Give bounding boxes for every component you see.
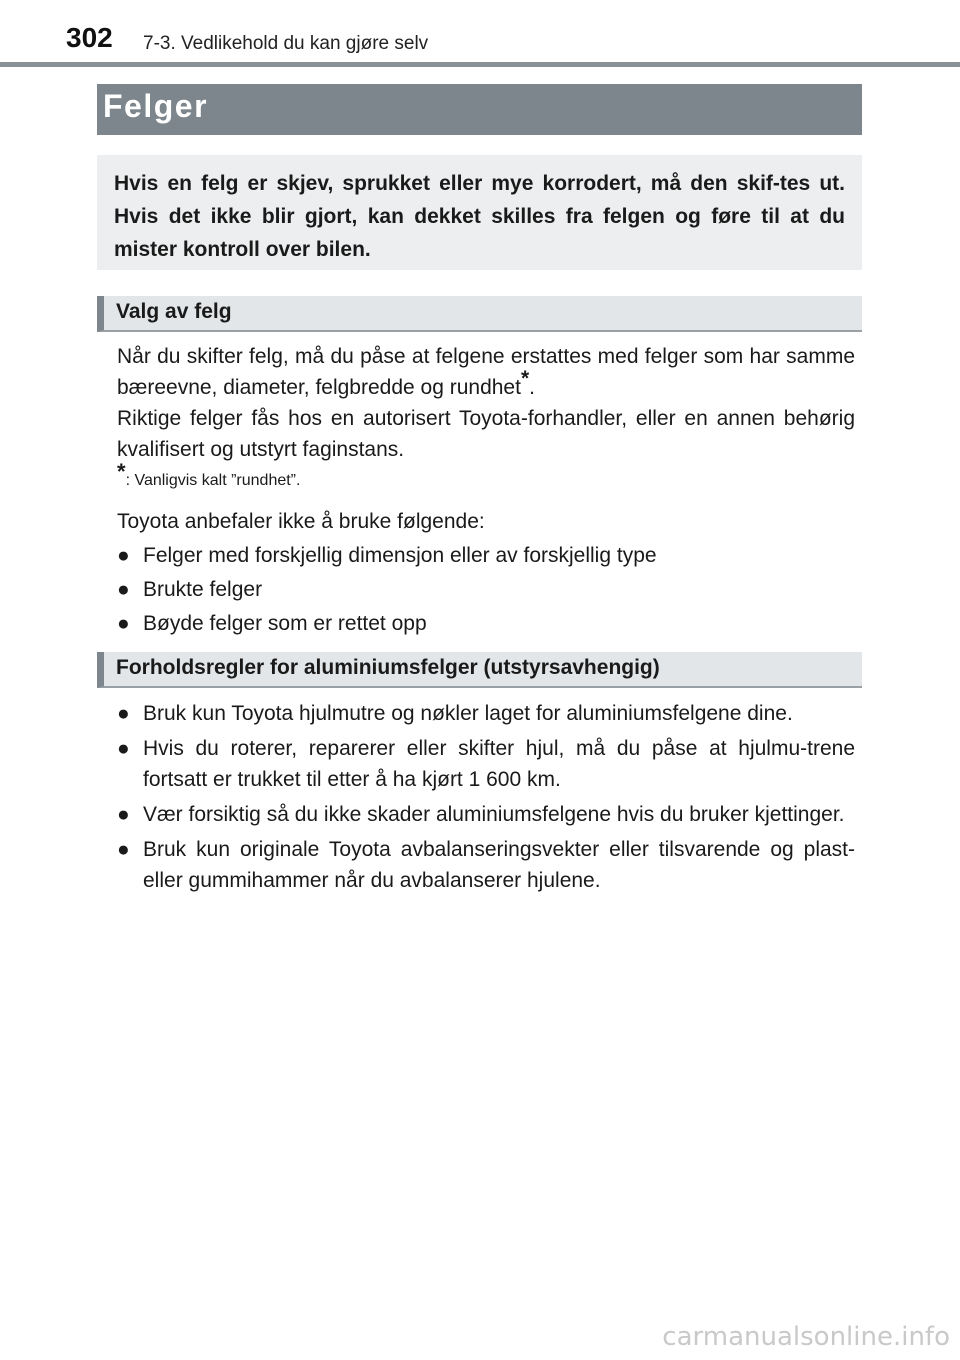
list-item-text: Bruk kun originale Toyota avbalanseringsvekter eller tilsvarende og plast- eller gummihammer når du avbalanserer hjulene. — [143, 838, 855, 892]
list-item-text: Bøyde felger som er rettet opp — [143, 612, 427, 635]
bullet-icon: ● — [117, 612, 130, 635]
section-heading-aluminium — [97, 652, 862, 688]
watermark: carmanualsonline.info — [662, 1322, 950, 1352]
section1-body — [117, 341, 855, 639]
bullet-icon: ● — [117, 702, 130, 725]
warning-box — [97, 155, 862, 270]
footnote-text: : Vanligvis kalt ”rundhet”. — [125, 472, 301, 489]
recommendation-intro: Toyota anbefaler ikke å bruke følgende: — [117, 510, 485, 533]
section-heading-valg-av-felg — [97, 296, 862, 332]
section2-body — [117, 698, 855, 896]
list-item-text: Vær forsiktig så du ikke skader aluminiumsfelgene hvis du bruker kjettinger. — [143, 803, 845, 826]
bullet-icon: ● — [117, 838, 130, 861]
section-heading-text: Forholdsregler for aluminiumsfelger (utstyrsavhengig) — [116, 656, 660, 679]
footnote-asterisk: * — [520, 367, 530, 390]
list-item-text: Bruk kun Toyota hjulmutre og nøkler laget for aluminiumsfelgene dine. — [143, 702, 793, 725]
footnote — [117, 459, 855, 493]
list-item — [117, 799, 855, 830]
bullet-icon: ● — [117, 737, 130, 760]
list-item-text: Brukte felger — [143, 578, 263, 601]
page-number: 302 — [66, 22, 113, 53]
warning-text: Hvis en felg er skjev, sprukket eller mye korrodert, må den skif-tes ut. Hvis det ikke blir gjort, kan dekket skilles fra felgen og føre til at du mister kontroll over bilen. — [114, 172, 845, 261]
list-item — [117, 574, 855, 605]
page-header — [0, 0, 960, 62]
list-item — [117, 698, 855, 729]
dealer-paragraph: Riktige felger fås hos en autorisert Toyota-forhandler, eller en annen behørig kvalifisert og utstyrt faginstans. — [117, 407, 855, 461]
chapter-title: 7-3. Vedlikehold du kan gjøre selv — [143, 33, 429, 54]
wheel-choice-end: . — [529, 376, 535, 399]
list-item — [117, 608, 855, 639]
list-item — [117, 733, 855, 795]
wheel-choice-text: Når du skifter felg, må du påse at felgene erstattes med felger som har samme bæreevne, diameter, felgbredde og rundhet — [117, 345, 855, 399]
list-item — [117, 834, 855, 896]
wheel-choice-paragraph — [117, 341, 855, 403]
header-divider — [0, 62, 960, 67]
title-bar — [97, 84, 862, 135]
list-item-text: Felger med forskjellig dimensjon eller av forskjellig type — [143, 544, 657, 567]
list-item-text: Hvis du roterer, reparerer eller skifter hjul, må du påse at hjulmu-trene fortsatt er trukket til etter å ha kjørt 1 600 km. — [143, 737, 855, 791]
bullet-icon: ● — [117, 803, 130, 826]
bullet-icon: ● — [117, 578, 130, 601]
page-title: Felger — [103, 88, 209, 124]
section-heading-text: Valg av felg — [116, 300, 232, 323]
bullet-icon: ● — [117, 544, 130, 567]
footnote-star: * — [117, 459, 126, 484]
list-item — [117, 540, 855, 571]
